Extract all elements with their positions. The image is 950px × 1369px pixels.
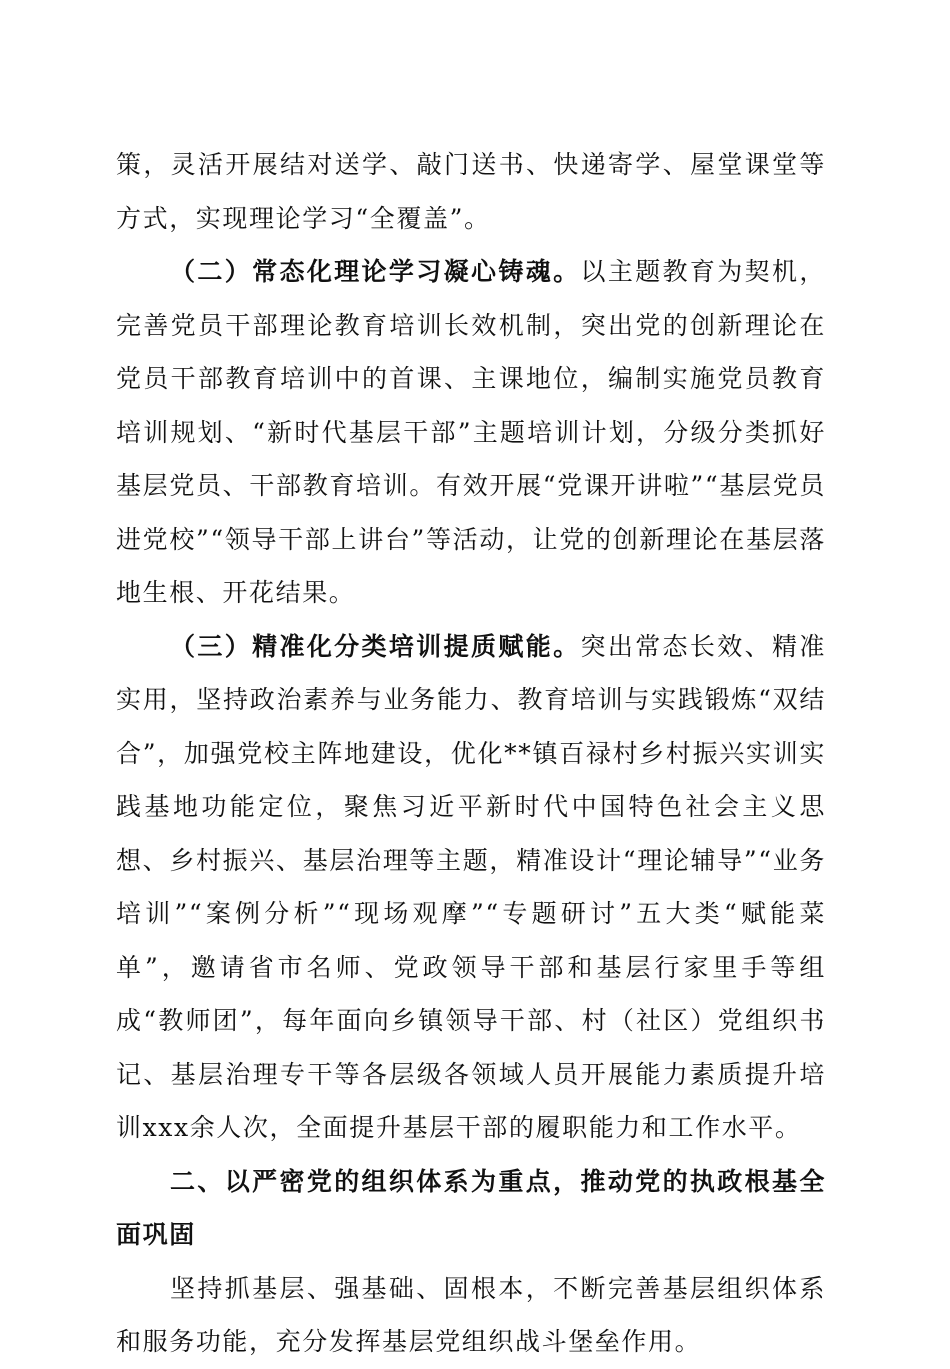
paragraph-text: 策，灵活开展结对送学、敲门送书、快递寄学、屋堂课堂等方式，实现理论学习“全覆盖”。 bbox=[116, 150, 826, 233]
paragraph-item-2 bbox=[116, 245, 826, 620]
section-heading: 二、以严密党的组织体系为重点，推动党的执政根基全面巩固 bbox=[116, 1166, 826, 1249]
document-body bbox=[116, 138, 826, 1369]
paragraph-continuation bbox=[116, 138, 826, 245]
closing-paragraph: 坚持抓基层、强基础、固根本，不断完善基层组织体系和服务功能，充分发挥基层党组织战斗堡垒作用。 bbox=[116, 1273, 826, 1356]
paragraph-text: 突出常态长效、精准实用，坚持政治素养与业务能力、教育培训与实践锻炼“双结合”，加强党校主阵地建设，优化**镇百禄村乡村振兴实训实践基地功能定位，聚焦习近平新时代中国特色社会主义思想、乡村振兴、基层治理等主题，精准设计“理论辅导”“业务培训”“案例分析”“现场观摩”“专题研讨”五大类“赋能菜单”，邀请省市名师、党政领导干部和基层行家里手等组成“教师团”，每年面向乡镇领导干部、村（社区）党组织书记、基层治理专干等各层级各领域人员开展能力素质提升培训xxx余人次，全面提升基层干部的履职能力和工作水平。 bbox=[116, 631, 826, 1142]
paragraph-lead: （二）常态化理论学习凝心铸魂。 bbox=[170, 257, 581, 286]
paragraph-item-3 bbox=[116, 620, 826, 1155]
paragraph-text: 以主题教育为契机，完善党员干部理论教育培训长效机制，突出党的创新理论在党员干部教育培训中的首课、主课地位，编制实施党员教育培训规划、“新时代基层干部”主题培训计划，分级分类抓好基层党员、干部教育培训。有效开展“党课开讲啦”“基层党员进党校”“领导干部上讲台”等活动，让党的创新理论在基层落地生根、开花结果。 bbox=[116, 257, 826, 607]
paragraph-lead: （三）精准化分类培训提质赋能。 bbox=[170, 631, 581, 661]
